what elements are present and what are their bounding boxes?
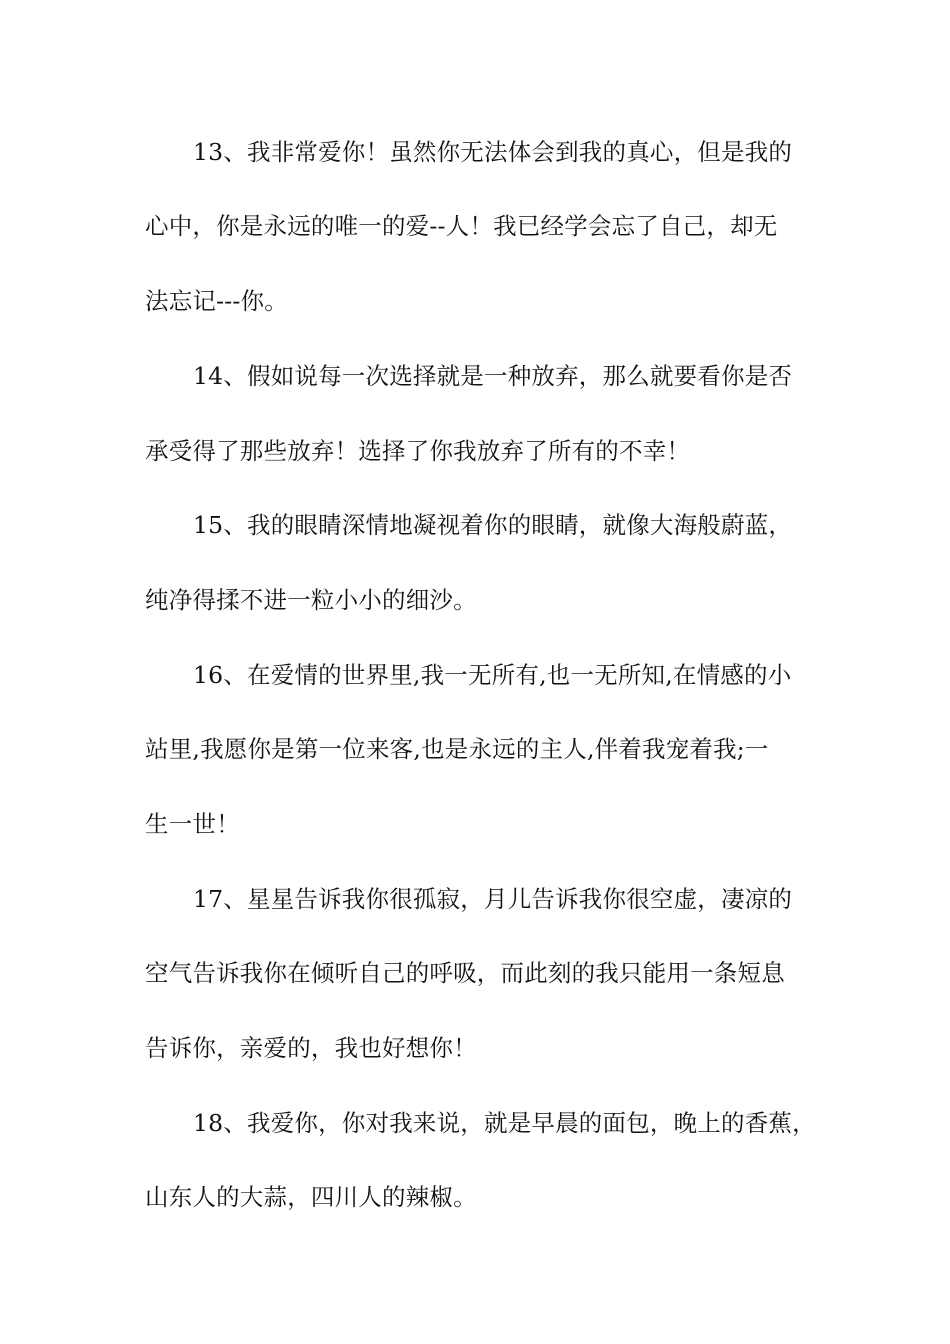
paragraph-13-line-2: 心中，你是永远的唯一的爱--人！我已经学会忘了自己，却无 [145, 212, 778, 240]
paragraph-18-line-1: 18、我爱你，你对我来说，就是早晨的面包，晚上的香蕉， [193, 1109, 816, 1137]
paragraph-16-line-3: 生一世！ [145, 810, 240, 838]
paragraph-17-line-1: 17、星星告诉我你很孤寂，月儿告诉我你很空虚，凄凉的 [193, 885, 793, 913]
paragraph-18-line-2: 山东人的大蒜，四川人的辣椒。 [145, 1183, 477, 1211]
paragraph-15-line-1: 15、我的眼睛深情地凝视着你的眼睛，就像大海般蔚蓝， [193, 511, 793, 539]
paragraph-13-line-1: 13、我非常爱你！虽然你无法体会到我的真心，但是我的 [193, 138, 793, 166]
paragraph-17-line-3: 告诉你，亲爱的，我也好想你！ [145, 1034, 477, 1062]
paragraph-17-line-2: 空气告诉我你在倾听自己的呼吸，而此刻的我只能用一条短息 [145, 959, 785, 987]
paragraph-15-line-2: 纯净得揉不进一粒小小的细沙。 [145, 586, 477, 614]
paragraph-13-line-3: 法忘记---你。 [145, 287, 288, 315]
paragraph-14-line-1: 14、假如说每一次选择就是一种放弃，那么就要看你是否 [193, 362, 793, 390]
paragraph-16-line-1: 16、在爱情的世界里,我一无所有,也一无所知,在情感的小 [193, 661, 792, 689]
paragraph-16-line-2: 站里,我愿你是第一位来客,也是永远的主人,伴着我宠着我;一 [145, 735, 769, 763]
paragraph-14-line-2: 承受得了那些放弃！选择了你我放弃了所有的不幸！ [145, 437, 691, 465]
